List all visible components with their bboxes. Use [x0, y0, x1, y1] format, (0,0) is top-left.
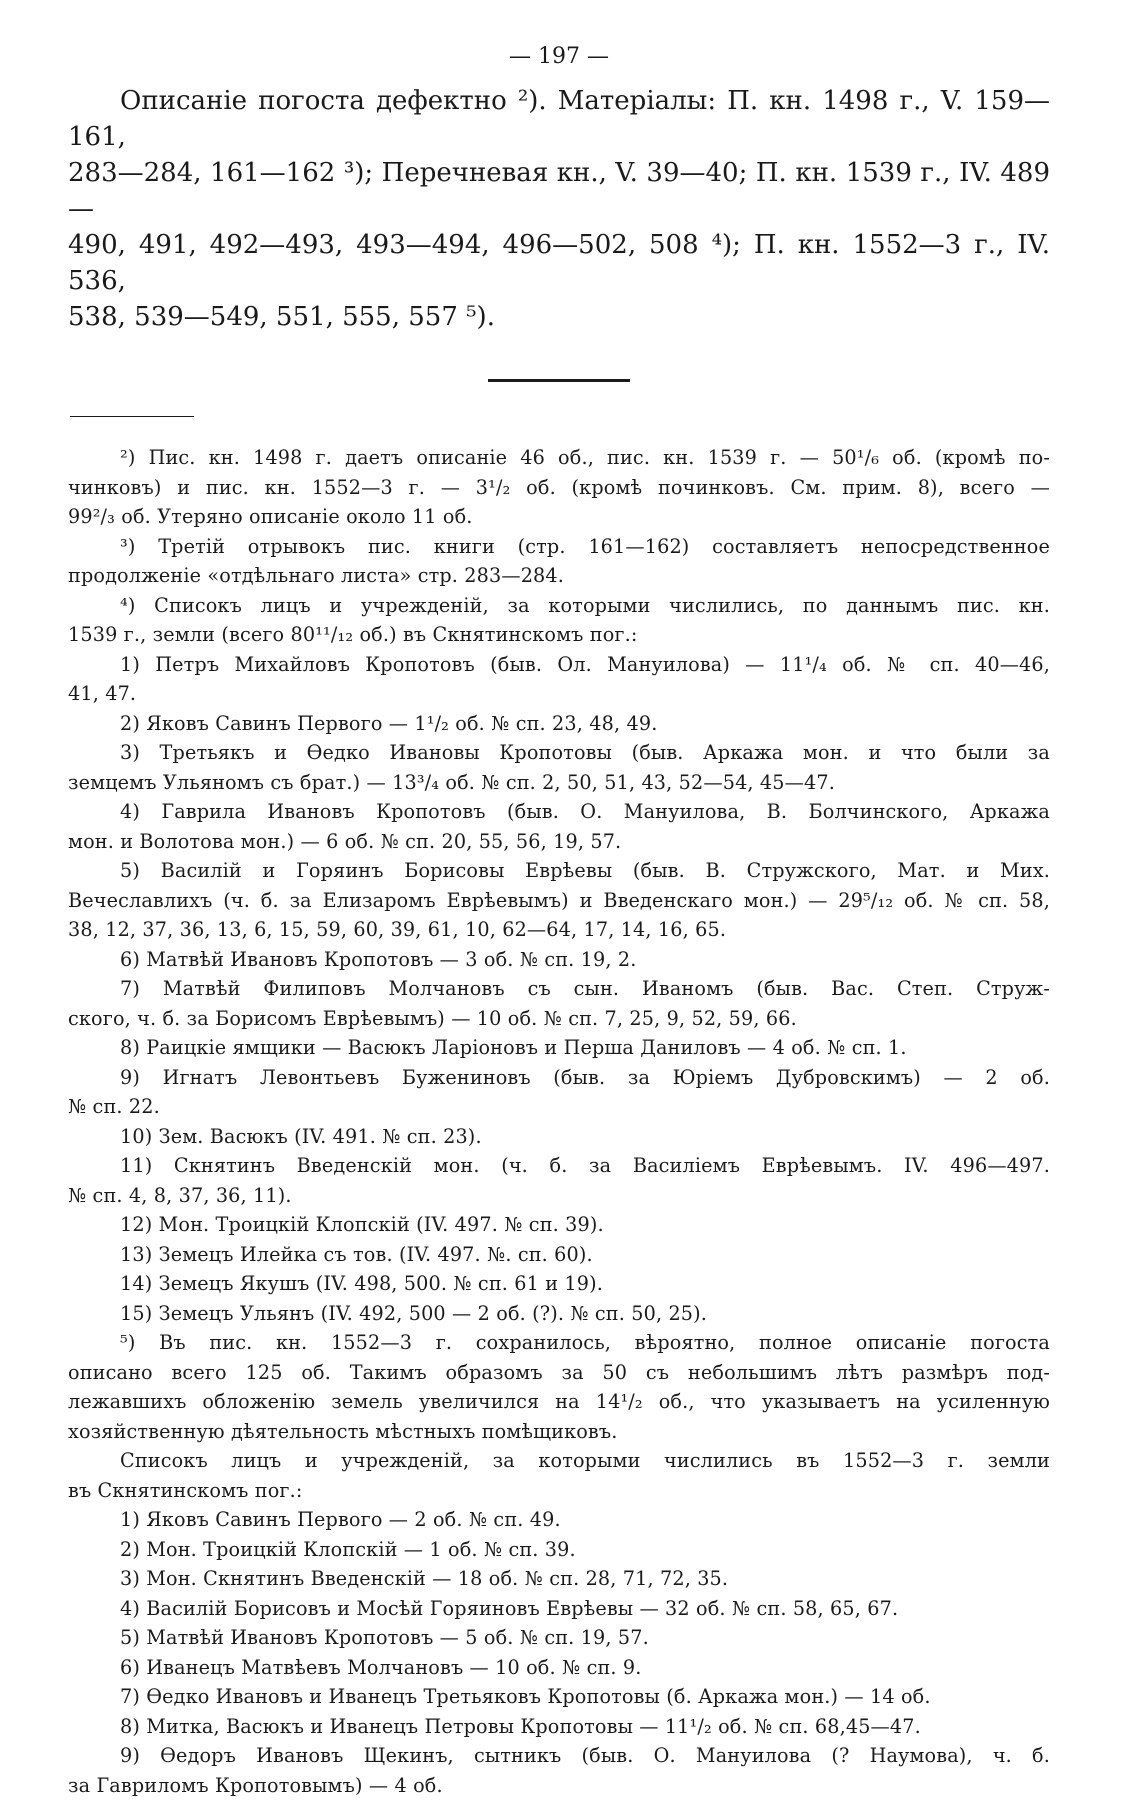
footnote-line: 6) Иванецъ Матвѣевъ Молчановъ — 10 об. № сп. 9. — [120, 1655, 642, 1679]
footnote-line: № сп. 22. — [68, 1095, 160, 1118]
main-line: Описаніе погоста дефектно ²). Матеріалы: П. кн. 1498 г., V. 159—161, — [68, 86, 1050, 152]
footnote-paragraph — [68, 1122, 1050, 1152]
section-divider — [488, 379, 630, 382]
footnote-line: ³) Третій отрывокъ пис. книги (стр. 161—162) составляетъ непосредственное — [120, 534, 1050, 558]
footnote-line: 14) Земецъ Якушъ (IV. 498, 500. № сп. 61 и 19). — [120, 1272, 604, 1295]
footnote-line: Вечеславлихъ (ч. б. за Елизаромъ Еврѣевымъ) и Введенскаго мон.) — 29⁵/₁₂ об. № сп. 58, — [68, 888, 1050, 912]
footnote-paragraph — [68, 1653, 1050, 1683]
footnote-line: ²) Пис. кн. 1498 г. даетъ описаніе 46 об., пис. кн. 1539 г. — 50¹/₆ об. (кромѣ по- — [120, 446, 1050, 469]
footnote-line: 9) Өедоръ Ивановъ Щекинъ, сытникъ (быв. О. Мануилова (? Наумова), ч. б. — [120, 1744, 1050, 1767]
footnote-paragraph — [68, 591, 1050, 650]
footnote-divider — [70, 416, 194, 417]
footnote-line: 1539 г., земли (всего 80¹¹/₁₂ об.) въ Скнятинскомъ пог.: — [68, 623, 638, 646]
footnote-line: 6) Матвѣй Ивановъ Кропотовъ — 3 об. № сп. 19, 2. — [120, 947, 637, 971]
footnote-line: 15) Земецъ Ульянъ (IV. 492, 500 — 2 об. (?). № сп. 50, 25). — [120, 1301, 708, 1325]
footnote-line: 13) Земецъ Илейка съ тов. (IV. 497. №. сп. 60). — [120, 1242, 593, 1266]
footnote-paragraph — [68, 945, 1050, 975]
footnote-paragraph — [68, 1682, 1050, 1712]
footnote-paragraph — [68, 1328, 1050, 1446]
footnote-line: 10) Зем. Васюкъ (IV. 491. № сп. 23). — [120, 1124, 482, 1148]
footnote-paragraph — [68, 797, 1050, 856]
footnote-line: Списокъ лицъ и учрежденій, за которыми числились въ 1552—3 г. земли — [120, 1449, 1050, 1472]
footnote-paragraph — [68, 1446, 1050, 1505]
footnote-line: 7) Матвѣй Филиповъ Молчановъ съ сын. Иваномъ (быв. Вас. Степ. Струж- — [120, 977, 1050, 1000]
footnote-line: за Гавриломъ Кропотовымъ) — 4 об. — [68, 1773, 443, 1797]
footnote-line: 4) Василій Борисовъ и Мосѣй Горяиновъ Еврѣевы — 32 об. № сп. 58, 65, 67. — [120, 1596, 899, 1620]
footnote-paragraph — [68, 856, 1050, 945]
main-paragraph — [68, 83, 1050, 335]
footnote-paragraph — [68, 1594, 1050, 1624]
footnote-line: 5) Василій и Горяинъ Борисовы Еврѣевы (быв. В. Стружского, Мат. и Мих. — [120, 859, 1050, 882]
footnote-line: 11) Скнятинъ Введенскій мон. (ч. б. за Василіемъ Еврѣевымъ. IV. 496—497. — [120, 1154, 1050, 1177]
footnote-line: 41, 47. — [68, 682, 137, 705]
footnote-line: 2) Мон. Троицкій Клопскій — 1 об. № сп. 39. — [120, 1537, 576, 1561]
footnote-paragraph — [68, 650, 1050, 709]
main-line: 490, 491, 492—493, 493—494, 496—502, 508 ⁴); П. кн. 1552—3 г., IV. 536, — [68, 230, 1050, 296]
document-page — [68, 44, 1050, 1800]
footnote-paragraph — [68, 1564, 1050, 1594]
footnote-paragraph — [68, 1623, 1050, 1653]
footnote-line: 9) Игнатъ Левонтьевъ Бужениновъ (быв. за Юріемъ Дубровскимъ) — 2 об. — [120, 1065, 1050, 1089]
footnote-line: 12) Мон. Троицкій Клопскій (IV. 497. № сп. 39). — [120, 1213, 604, 1236]
footnote-paragraph — [68, 1063, 1050, 1122]
footnote-paragraph — [68, 1240, 1050, 1270]
footnote-paragraph — [68, 738, 1050, 797]
footnote-line: 99²/₃ об. Утеряно описаніе около 11 об. — [68, 505, 473, 528]
footnote-line: 3) Мон. Скнятинъ Введенскій — 18 об. № сп. 28, 71, 72, 35. — [120, 1567, 729, 1590]
footnote-line: 7) Өедко Ивановъ и Иванецъ Третьяковъ Кропотовы (б. Аркажа мон.) — 14 об. — [120, 1685, 931, 1708]
footnote-line: 8) Митка, Васюкъ и Иванецъ Петровы Кропотовы — 11¹/₂ об. № сп. 68,45—47. — [120, 1714, 921, 1738]
footnote-paragraph — [68, 974, 1050, 1033]
footnote-paragraph — [68, 1033, 1050, 1063]
footnote-paragraph — [68, 1535, 1050, 1565]
footnote-line: продолженіе «отдѣльнаго листа» стр. 283—284. — [68, 564, 565, 587]
footnote-line: мон. и Волотова мон.) — 6 об. № сп. 20, 55, 56, 19, 57. — [68, 829, 622, 853]
footnote-paragraph — [68, 443, 1050, 532]
footnote-line: 3) Третьякъ и Өедко Ивановы Кропотовы (быв. Аркажа мон. и что были за — [120, 741, 1050, 764]
page-number: — 197 — — [509, 44, 609, 69]
footnote-paragraph — [68, 1505, 1050, 1535]
footnotes — [68, 443, 1050, 1800]
footnote-line: земцемъ Ульяномъ съ брат.) — 13³/₄ об. № сп. 2, 50, 51, 43, 52—54, 45—47. — [68, 770, 835, 794]
footnote-line: 38, 12, 37, 36, 13, 6, 15, 59, 60, 39, 61, 10, 62—64, 17, 14, 16, 65. — [68, 918, 727, 941]
footnote-line: 5) Матвѣй Ивановъ Кропотовъ — 5 об. № сп. 19, 57. — [120, 1626, 649, 1649]
footnote-line: № сп. 4, 8, 37, 36, 11). — [68, 1183, 292, 1207]
main-line: 283—284, 161—162 ³); Перечневая кн., V. 39—40; П. кн. 1539 г., IV. 489— — [68, 158, 1050, 224]
footnote-line: 1) Петръ Михайловъ Кропотовъ (быв. Ол. Мануилова) — 11¹/₄ об. № сп. 40—46, — [120, 652, 1050, 676]
footnote-line: 4) Гаврила Ивановъ Кропотовъ (быв. О. Мануилова, В. Болчинского, Аркажа — [120, 800, 1050, 823]
footnote-line: 2) Яковъ Савинъ Первого — 1¹/₂ об. № сп. 23, 48, 49. — [120, 711, 658, 735]
footnote-line: 8) Раицкіе ямщики — Васюкъ Ларіоновъ и Перша Даниловъ — 4 об. № сп. 1. — [120, 1036, 907, 1059]
footnote-line: въ Скнятинскомъ пог.: — [68, 1478, 303, 1502]
footnote-line: ского, ч. б. за Борисомъ Еврѣевымъ) — 10 об. № сп. 7, 25, 9, 52, 59, 66. — [68, 1006, 797, 1030]
footnote-paragraph — [68, 709, 1050, 739]
main-line: 538, 539—549, 551, 555, 557 ⁵). — [68, 302, 495, 332]
footnote-paragraph — [68, 1299, 1050, 1329]
footnote-line: ⁵) Въ пис. кн. 1552—3 г. сохранилось, вѣроятно, полное описаніе погоста — [120, 1331, 1050, 1354]
footnote-line: чинковъ) и пис. кн. 1552—3 г. — 3¹/₂ об. (кромѣ починковъ. См. прим. 8), всего — — [68, 475, 1050, 499]
footnote-paragraph — [68, 1712, 1050, 1742]
footnote-line: лежавшихъ обложенію земель увеличился на 14¹/₂ об., что указываетъ на усиленную — [68, 1390, 1050, 1413]
footnote-line: описано всего 125 об. Такимъ образомъ за 50 съ небольшимъ лѣтъ размѣръ под- — [68, 1360, 1050, 1384]
footnote-line: ⁴) Списокъ лицъ и учрежденій, за которыми числились, по даннымъ пис. кн. — [120, 593, 1050, 617]
footnote-paragraph — [68, 1210, 1050, 1240]
footnote-line: 1) Яковъ Савинъ Первого — 2 об. № сп. 49. — [120, 1508, 561, 1531]
footnote-paragraph — [68, 1269, 1050, 1299]
footnote-paragraph — [68, 1741, 1050, 1800]
footnote-paragraph — [68, 1151, 1050, 1210]
footnote-line: хозяйственную дѣятельность мѣстныхъ помѣщиковъ. — [68, 1419, 618, 1443]
footnote-paragraph — [68, 532, 1050, 591]
